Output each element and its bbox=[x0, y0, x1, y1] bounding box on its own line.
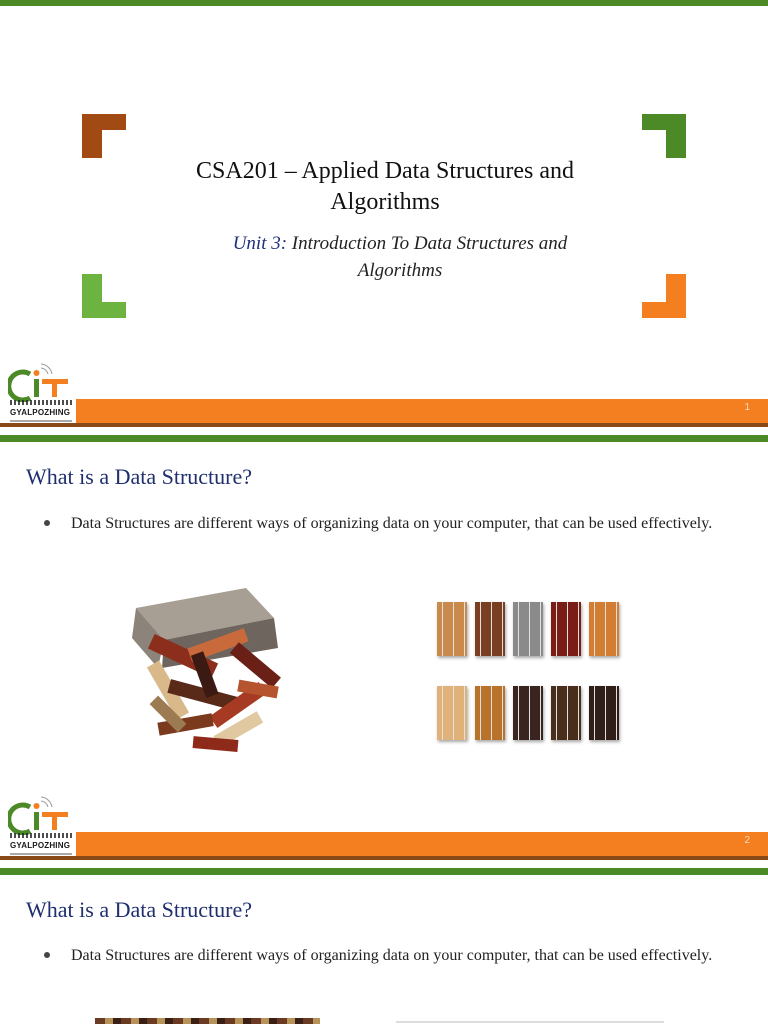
bullet-dot-icon bbox=[44, 952, 50, 958]
slide-footer bbox=[0, 362, 768, 442]
cit-logo-mark bbox=[8, 362, 76, 402]
bullet-item bbox=[44, 510, 734, 537]
logo-script bbox=[10, 400, 72, 405]
wood-swatch bbox=[437, 686, 467, 740]
logo-text: GYALPOZHING bbox=[10, 841, 71, 850]
wood-swatch bbox=[437, 602, 467, 656]
footer-green-bar bbox=[0, 435, 768, 442]
unit-text-line-2: Algorithms bbox=[357, 260, 443, 281]
unit-text: Introduction To Data Structures and bbox=[287, 233, 568, 254]
slide-heading: What is a Data Structure? bbox=[26, 897, 253, 922]
page-number: 2 bbox=[744, 835, 750, 846]
slide-footer bbox=[0, 795, 768, 875]
bullet-dot-icon bbox=[44, 520, 50, 526]
corner-bracket-top-right bbox=[642, 114, 686, 158]
logo-script bbox=[10, 833, 72, 838]
logo-tagline bbox=[10, 420, 72, 422]
slide-title bbox=[150, 156, 620, 218]
logo-tagline bbox=[10, 853, 72, 855]
page-number: 1 bbox=[744, 402, 750, 413]
footer-green-bar bbox=[0, 868, 768, 875]
corner-bracket-top-left bbox=[82, 114, 126, 158]
wood-swatch bbox=[589, 602, 619, 656]
footer-brown-line bbox=[0, 856, 768, 860]
logo-text: GYALPOZHING bbox=[10, 408, 71, 417]
wood-swatch bbox=[475, 602, 505, 656]
wood-pieces-box-image bbox=[128, 588, 294, 758]
bullet-text: Data Structures are different ways of organizing data on your computer, that can be used effectively. bbox=[71, 947, 713, 964]
cit-logo bbox=[8, 362, 76, 428]
wood-swatch bbox=[589, 686, 619, 740]
slide-title-line-1: CSA201 – Applied Data Structures and bbox=[196, 158, 574, 184]
corner-bracket-bottom-right bbox=[642, 274, 686, 318]
slide-heading: What is a Data Structure? bbox=[26, 464, 253, 489]
wood-swatch bbox=[551, 686, 581, 740]
bullet-item bbox=[44, 942, 734, 969]
cit-logo-mark bbox=[8, 795, 76, 835]
slide-title-line-2: Algorithms bbox=[330, 189, 440, 215]
image-partial-edge bbox=[396, 1021, 664, 1023]
bullet-text: Data Structures are different ways of organizing data on your computer, that can be used effectively. bbox=[71, 515, 713, 532]
image-strip-partial bbox=[95, 1018, 320, 1024]
footer-orange-bar bbox=[76, 832, 768, 856]
footer-brown-line bbox=[0, 423, 768, 427]
wood-swatch bbox=[475, 686, 505, 740]
wood-swatch bbox=[551, 602, 581, 656]
corner-bracket-bottom-left bbox=[82, 274, 126, 318]
slide-subtitle bbox=[190, 230, 610, 284]
top-accent-bar bbox=[0, 0, 768, 6]
wood-swatch bbox=[513, 686, 543, 740]
wood-swatch bbox=[513, 602, 543, 656]
cit-logo bbox=[8, 795, 76, 861]
footer-orange-bar bbox=[76, 399, 768, 423]
unit-label: Unit 3: bbox=[232, 233, 288, 254]
